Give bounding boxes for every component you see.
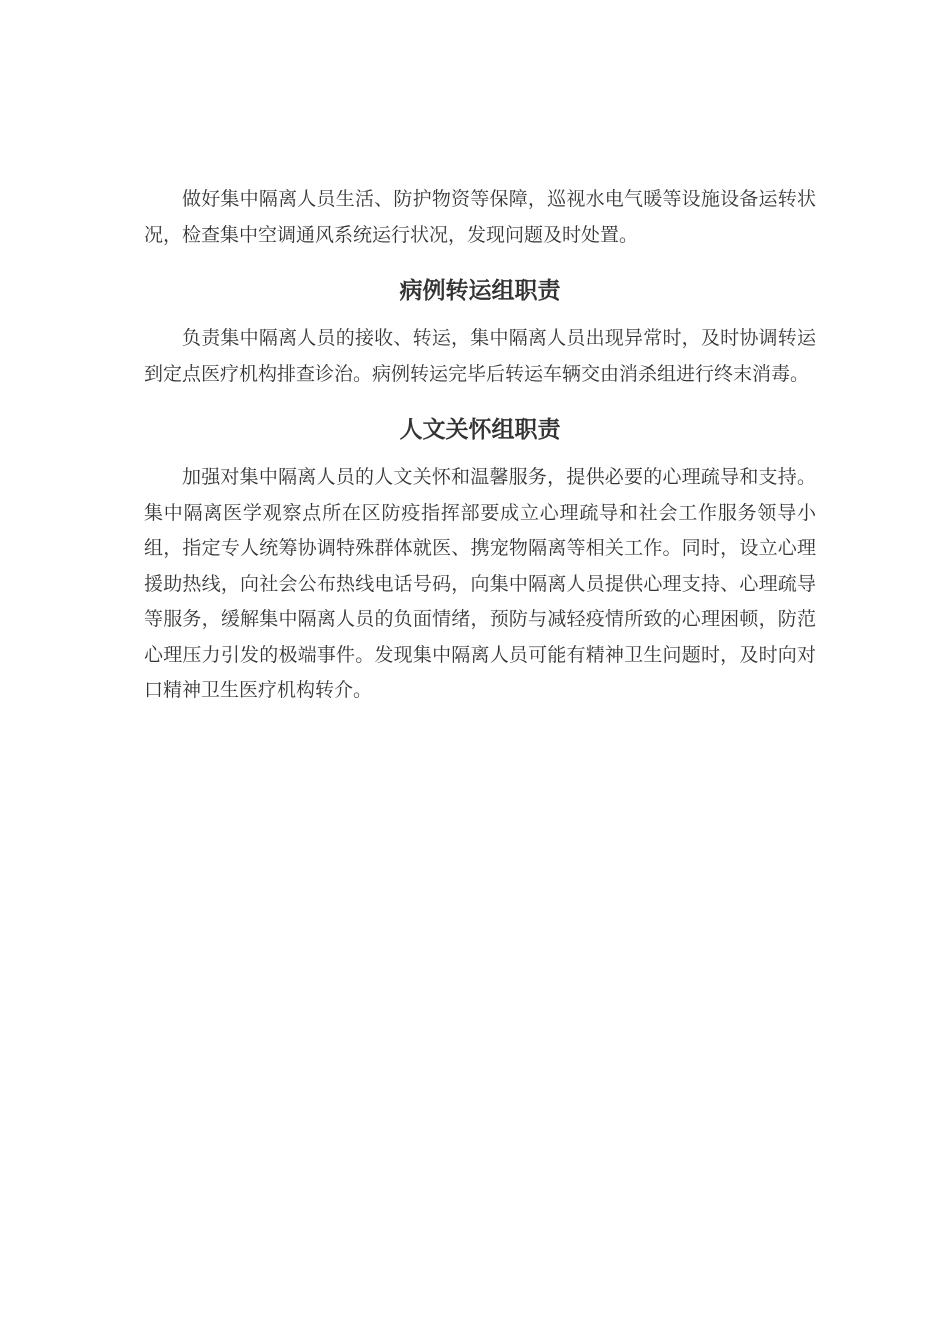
paragraph-humanistic-care: 加强对集中隔离人员的人文关怀和温馨服务，提供必要的心理疏导和支持。集中隔离医学观察点所在区防疫指挥部要成立心理疏导和社会工作服务领导小组，指定专人统筹协调特殊群体就医、携宠物隔离等相关工作。同时，设立心理援助热线，向社会公布热线电话号码，向集中隔离人员提供心理支持、心理疏导等服务，缓解集中隔离人员的负面情绪，预防与减轻疫情所致的心理困顿，防范心理压力引发的极端事件。发现集中隔离人员可能有精神卫生问题时，及时向对口精神卫生医疗机构转介。: [144, 466, 816, 701]
heading-case-transfer-duties: 病例转运组职责: [399, 278, 561, 304]
document-content: [144, 182, 816, 709]
heading-humanistic-care-duties: 人文关怀组职责: [399, 417, 561, 443]
paragraph-facility-support: 做好集中隔离人员生活、防护物资等保障，巡视水电气暖等设施设备运转状况，检查集中空调通风系统运行状况，发现问题及时处置。: [144, 188, 816, 246]
paragraph-case-transfer: 负责集中隔离人员的接收、转运，集中隔离人员出现异常时，及时协调转运到定点医疗机构排查诊治。病例转运完毕后转运车辆交由消杀组进行终末消毒。: [144, 327, 816, 385]
